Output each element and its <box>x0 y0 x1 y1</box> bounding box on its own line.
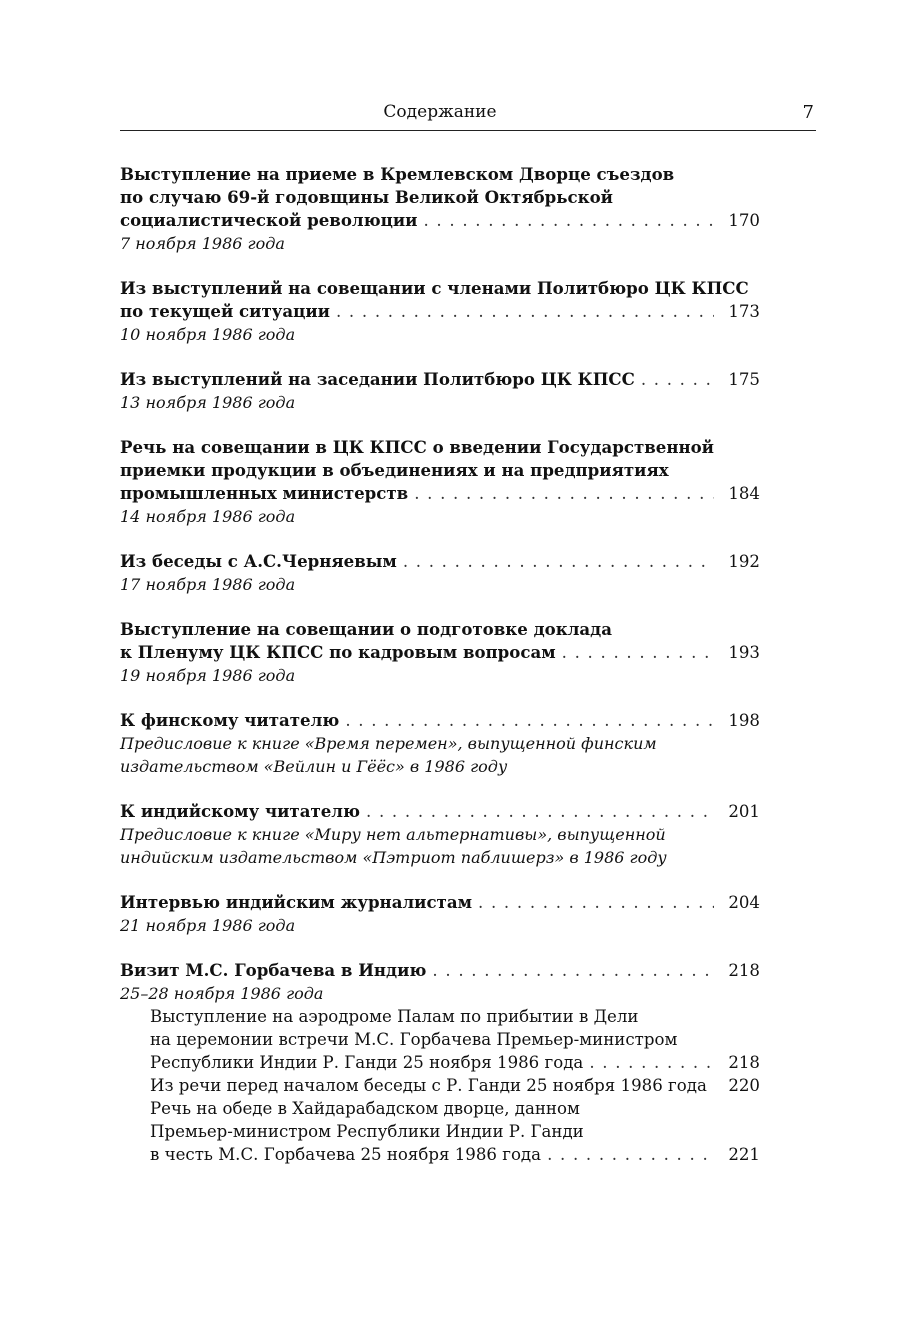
entry-title: Интервью индийским журналистам <box>120 892 473 912</box>
subentry-title: Республики Индии Р. Ганди 25 ноября 1986 года <box>150 1053 584 1072</box>
entry-note: издательством «Вейлин и Гёёс» в 1986 году <box>120 757 508 776</box>
subentry-page[interactable]: 218 <box>728 1053 760 1072</box>
entry-date: 10 ноября 1986 года <box>120 325 296 344</box>
toc-entry[interactable] <box>120 959 760 1166</box>
toc-entry[interactable] <box>120 709 760 778</box>
subentry-title: Выступление на аэродроме Палам по прибытии в Дели <box>150 1007 639 1026</box>
subentry-page[interactable]: 221 <box>728 1145 760 1164</box>
toc-entry[interactable] <box>120 550 760 596</box>
entry-page[interactable]: 184 <box>728 484 760 503</box>
toc-entry[interactable] <box>120 800 760 869</box>
toc-entry[interactable] <box>120 436 760 528</box>
subentry-title: Премьер-министром Республики Индии Р. Ганди <box>150 1122 584 1141</box>
toc-entry[interactable] <box>120 618 760 687</box>
leader-dots <box>345 709 714 732</box>
entry-title: приемки продукции в объединениях и на предприятиях <box>120 460 669 480</box>
entry-title: Из выступлений на заседании Политбюро ЦК КПСС <box>120 369 635 389</box>
page-number: 7 <box>802 102 814 123</box>
entry-title: Визит М.С. Горбачева в Индию <box>120 960 427 980</box>
subentry-title: на церемонии встречи М.С. Горбачева Премьер-министром <box>150 1030 678 1049</box>
entry-title: Выступление на приеме в Кремлевском Дворце съездов <box>120 164 675 184</box>
entry-date: 19 ноября 1986 года <box>120 666 296 685</box>
entry-page[interactable]: 204 <box>728 893 760 912</box>
entry-note: Предисловие к книге «Миру нет альтернативы», выпущенной <box>120 825 666 844</box>
toc-entry[interactable] <box>120 368 760 414</box>
leader-dots <box>366 800 714 823</box>
entry-date: 14 ноября 1986 года <box>120 507 296 526</box>
entry-title: по текущей ситуации <box>120 301 330 321</box>
subentry-title: Речь на обеде в Хайдарабадском дворце, данном <box>150 1099 580 1118</box>
leader-dots <box>641 368 714 391</box>
running-header <box>120 102 816 131</box>
entry-title: по случаю 69-й годовщины Великой Октябрьской <box>120 187 613 207</box>
leader-dots <box>478 891 714 914</box>
entry-page[interactable]: 201 <box>728 802 760 821</box>
entry-title: К финскому читателю <box>120 710 340 730</box>
leader-dots <box>713 1074 714 1097</box>
toc-entry[interactable] <box>120 163 760 255</box>
entry-page[interactable]: 173 <box>728 302 760 321</box>
header-title: Содержание <box>383 102 497 122</box>
leader-dots <box>403 550 714 573</box>
entry-title: Из выступлений на совещании с членами Политбюро ЦК КПСС <box>120 278 749 298</box>
entry-date: 25–28 ноября 1986 года <box>120 984 324 1003</box>
subentry-title: в честь М.С. Горбачева 25 ноября 1986 года <box>150 1145 542 1164</box>
entry-title: Выступление на совещании о подготовке доклада <box>120 619 612 639</box>
entry-title: к Пленуму ЦК КПСС по кадровым вопросам <box>120 642 556 662</box>
leader-dots <box>432 959 714 982</box>
entry-page[interactable]: 170 <box>728 211 760 230</box>
entry-title: К индийскому читателю <box>120 801 361 821</box>
toc-subentry[interactable] <box>120 1005 760 1074</box>
entry-page[interactable]: 198 <box>728 711 760 730</box>
entry-title: промышленных министерств <box>120 483 409 503</box>
toc-subentry[interactable] <box>120 1097 760 1166</box>
entry-page[interactable]: 218 <box>728 961 760 980</box>
leader-dots <box>562 641 714 664</box>
entry-title: Из беседы с А.С.Черняевым <box>120 551 397 571</box>
entry-note: индийским издательством «Пэтриот паблишерз» в 1986 году <box>120 848 667 867</box>
toc-entry[interactable] <box>120 277 760 346</box>
table-of-contents <box>120 163 760 1188</box>
entry-date: 17 ноября 1986 года <box>120 575 296 594</box>
leader-dots <box>547 1143 714 1166</box>
entry-page[interactable]: 175 <box>728 370 760 389</box>
entry-title: социалистической революции <box>120 210 418 230</box>
entry-page[interactable]: 192 <box>728 552 760 571</box>
toc-entry[interactable] <box>120 891 760 937</box>
leader-dots <box>589 1051 714 1074</box>
leader-dots <box>423 209 714 232</box>
entry-title: Речь на совещании в ЦК КПСС о введении Государственной <box>120 437 714 457</box>
leader-dots <box>414 482 714 505</box>
entry-date: 13 ноября 1986 года <box>120 393 296 412</box>
subentry-title: Из речи перед началом беседы с Р. Ганди 25 ноября 1986 года <box>150 1076 707 1095</box>
entry-page[interactable]: 193 <box>728 643 760 662</box>
subentry-page[interactable]: 220 <box>728 1076 760 1095</box>
entry-date: 21 ноября 1986 года <box>120 916 296 935</box>
toc-subentry[interactable] <box>120 1074 760 1097</box>
entry-date: 7 ноября 1986 года <box>120 234 285 253</box>
entry-note: Предисловие к книге «Время перемен», выпущенной финским <box>120 734 657 753</box>
leader-dots <box>336 300 714 323</box>
